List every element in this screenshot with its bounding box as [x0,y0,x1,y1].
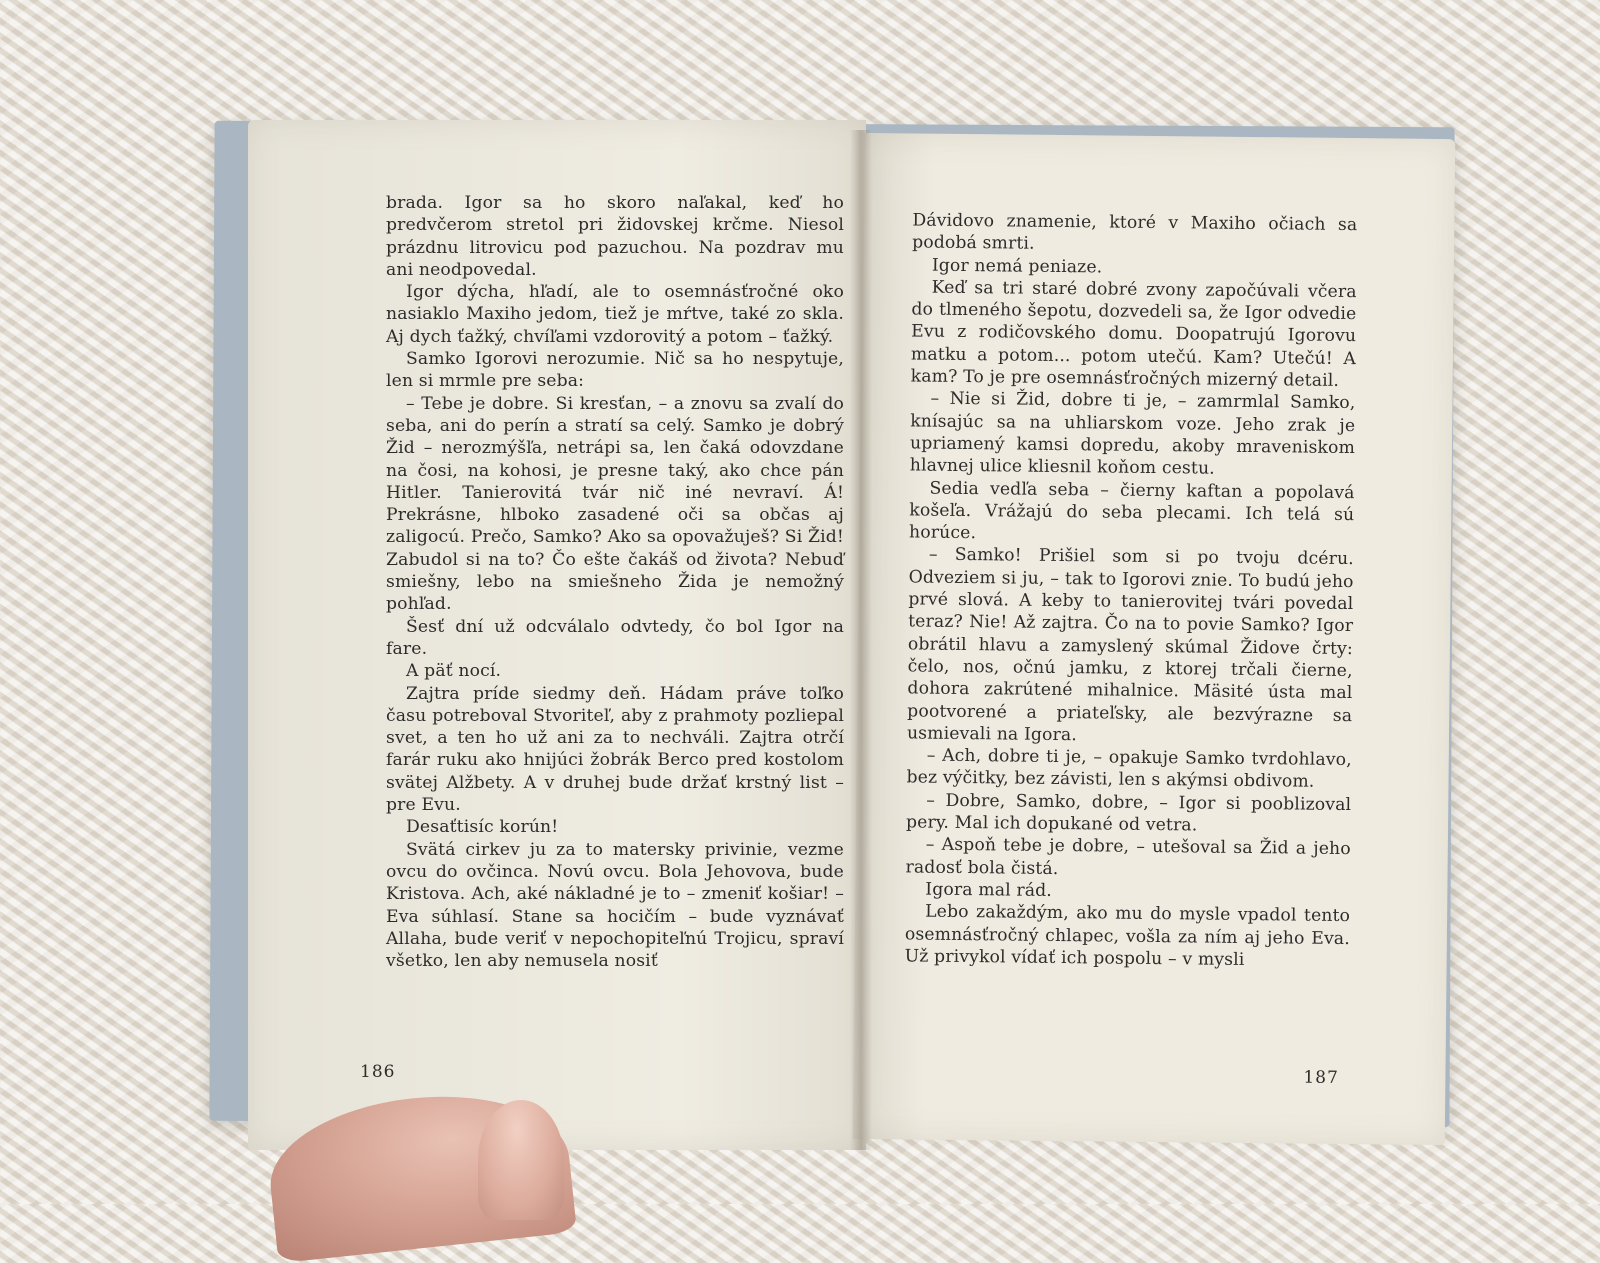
paragraph: – Ach, dobre ti je, – opakuje Samko tvrdohlavo, bez výčitky, bez závisti, len s akýmsi obdivom. [906,745,1352,793]
book-gutter [850,130,872,1150]
paragraph: Sedia vedľa seba – čierny kaftan a popolavá košeľa. Vrážajú do seba plecami. Ich telá sú horúce. [908,478,1355,544]
paragraph: – Aspoň tebe je dobre, – utešoval sa Žid a jeho radosť bola čistá. [905,834,1351,879]
paragraph: – Dobre, Samko, dobre, – Igor si pooblizoval pery. Mal ich dopukané od vetra. [905,790,1352,836]
paragraph: Igor nemá peniaze. [931,255,1103,278]
paragraph: Igor dýcha, hľadí, ale to osemnásťročné oko nasiaklo Maxiho jedom, tiež je mŕtve, také zo skla. Aj dych ťažký, chvíľami vzdorovitý a potom – ťažký. [386,282,844,347]
left-page [248,120,866,1150]
paragraph: Igora mal rád. [925,879,1053,901]
left-page-text [386,192,844,972]
right-page-text [905,209,1358,972]
paragraph: Keď sa tri staré dobré zvony započúvali včera do tlmeného šepotu, dozvedeli sa, že Igor odvedie Evu z rodičovského domu. Doopatrujú Igorovu matku a potom... potom utečú. Kam? Utečú! A kam? To je pre osemnásťročných mizerný detail. [910,277,1357,392]
paragraph: Šesť dní už odcválalo odvtedy, čo bol Igor na fare. [386,616,844,659]
right-page [853,133,1456,1145]
paragraph: Desaťtisíc korún! [406,817,559,838]
paragraph: Lebo zakaždým, ako mu do mysle vpadol tento osemnásťročný chlapec, vošla za ním aj jeho Eva. Už privykol vídať ich pospolu – v mysli [904,901,1351,970]
paragraph: Svätá cirkev ju za to matersky privinie, vezme ovcu do ovčinca. Novú ovcu. Bola Jehovova, bude Kristova. Ach, aké nákladné je to – zmeniť košiar! – Eva súhlasí. Stane sa hocičím – bude vyznávať Allaha, bude veriť v nepochopiteľnú Trojicu, spraví všetko, len aby nemusela nosiť [386,839,844,972]
page-number-right: 187 [1303,1067,1339,1088]
thumb [478,1100,564,1220]
paragraph: Dávidovo znamenie, ktoré v Maxiho očiach sa podobá smrti. [912,210,1358,255]
paragraph: – Samko! Prišiel som si po tvoju dcéru. Odveziem si ju, – tak to Igorovi znie. To budú jeho prvé slová. A keby to tanierovitej tvári povedal teraz? Nie! Až zajtra. Čo na to povie Samko? Igor obrátil hlavu a zamyslený skúmal Židove črty: čelo, nos, očnú jamku, z ktorej trčali čierne, dohora zakrútené mihalnice. Mäsité ústa mal pootvorené a priateľsky, ale bezvýrazne sa usmievali na Igora. [906,545,1354,746]
paragraph: brada. Igor sa ho skoro naľakal, keď ho predvčerom stretol pri židovskej krčme. Niesol prázdnu litrovicu pod pazuchou. Na pozdrav mu ani neodpovedal. [386,193,844,280]
paragraph: Zajtra príde siedmy deň. Hádam práve toľko času potreboval Stvoriteľ, aby z prahmoty pozliepal svet, a ten ho už ani za to nechváli. Zajtra otrčí farár ruku ako hnijúci žobrák Berco pred kostolom svätej Alžbety. A v druhej bude držať krstný list – pre Evu. [386,683,844,816]
paragraph: Samko Igorovi nerozumie. Nič sa ho nespytuje, len si mrmle pre seba: [386,349,844,392]
page-number-left: 186 [360,1062,396,1082]
paragraph: – Nie si Žid, dobre ti je, – zamrmlal Samko, knísajúc sa na uhliarskom voze. Jeho zrak je upriamený kamsi dopredu, akoby mraveniskom hlavnej ulice kliesnil koňom cestu. [909,389,1356,479]
paragraph: – Tebe je dobre. Si kresťan, – a znovu sa zvalí do seba, ani do perín a stratí sa celý. Samko je dobrý Žid – nerozmýšľa, netrápi sa, len čaká odovzdane na čosi, na kohosi, je presne taký, ako chce pán Hitler. Tanierovitá tvár nič iné nevraví. Á! Prekrásne, hlboko zasadené oči sa občas aj zaligocú. Prečo, Samko? Ako sa opovažuješ? Si Žid! Zabudol si na to? Čo ešte čakáš od života? Nebuď smiešny, lebo na smiešneho Žida je nemožný pohľad. [386,393,844,615]
paragraph: A päť nocí. [406,661,502,682]
